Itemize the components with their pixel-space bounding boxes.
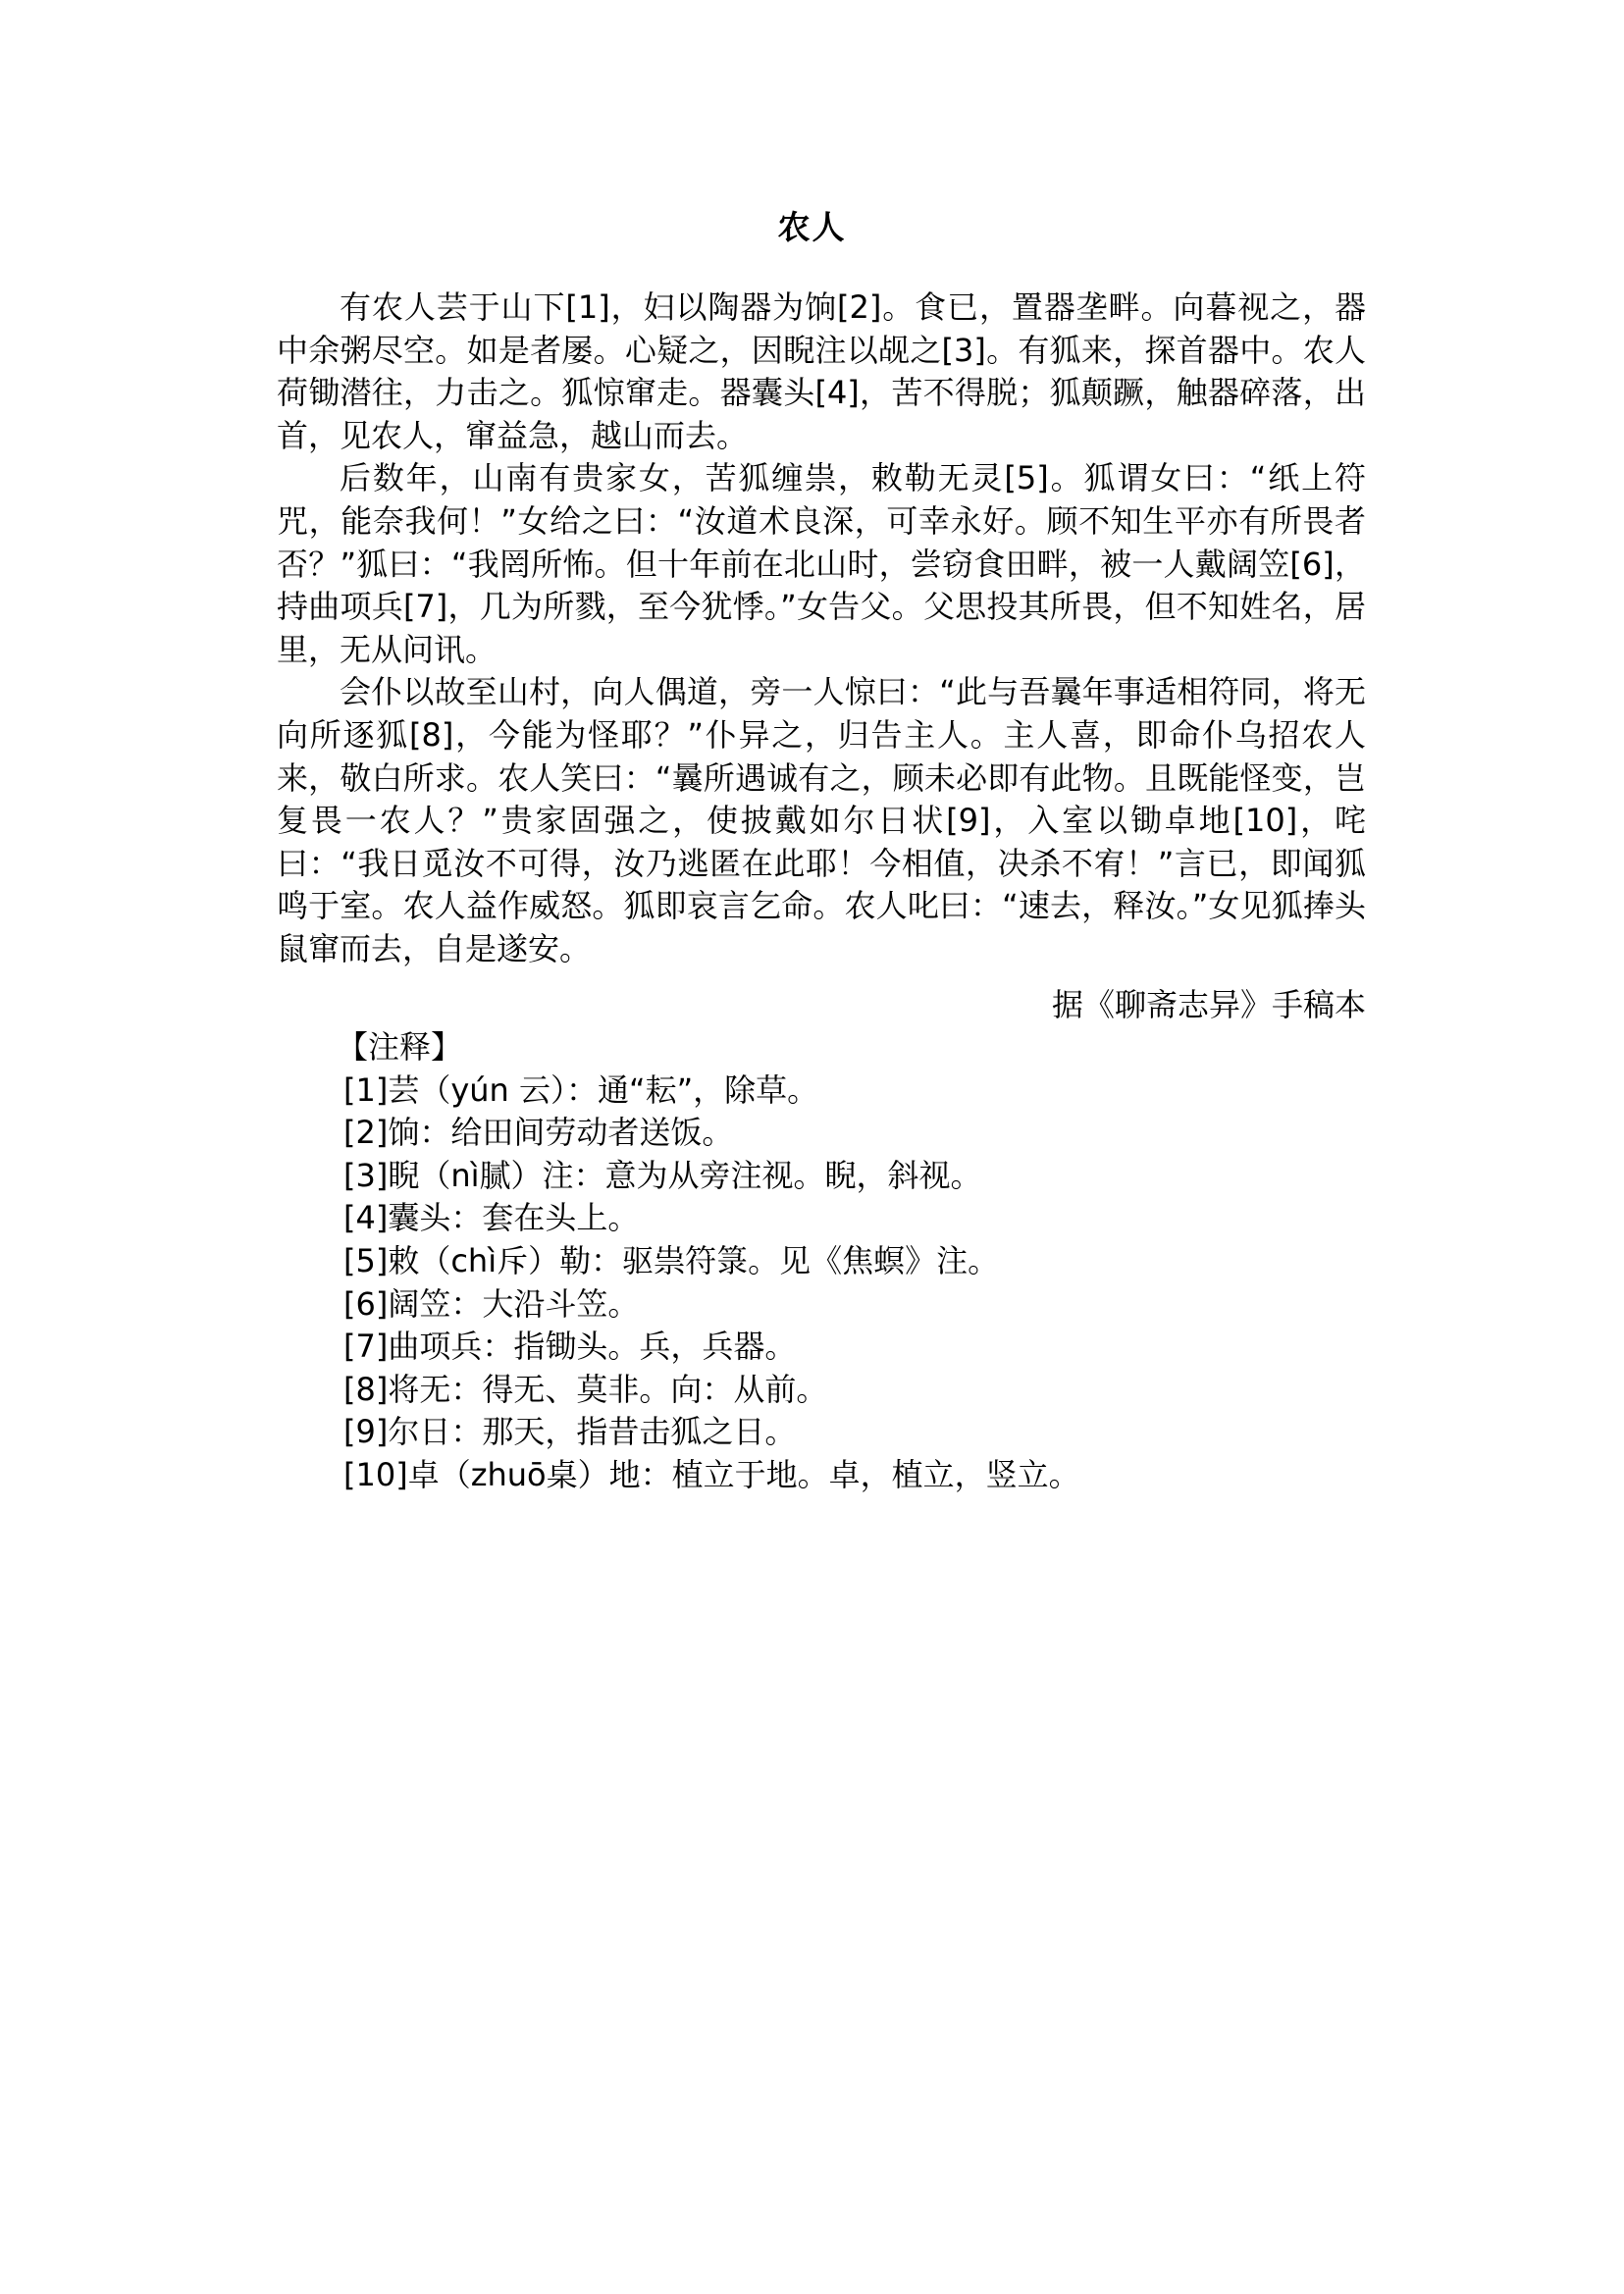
annotation-item: [9]尔日：那天，指昔击狐之日。 — [343, 1413, 797, 1451]
annotation-item: [6]阔笠：大沿斗笠。 — [343, 1284, 640, 1323]
source-attribution: 据《聊斋志异》手稿本 — [1051, 986, 1366, 1023]
annotation-item: [1]芸（yún 云）：通“耘”，除草。 — [343, 1070, 819, 1109]
annotation-item: [3]睨（nì腻）注：意为从旁注视。睨，斜视。 — [343, 1156, 982, 1194]
annotations-section — [337, 1026, 1325, 1497]
document-title: 农人 — [777, 208, 847, 246]
annotation-item: [2]饷：给田间劳动者送饭。 — [343, 1114, 734, 1152]
annotation-item: [5]敕（chì斥）勒：驱祟符箓。见《焦螟》注。 — [343, 1241, 1000, 1279]
story-paragraph: 后数年，山南有贵家女，苦狐缠祟，敕勒无灵[5]。狐谓女曰：“纸上符咒，能奈我何！”女给之曰：“汝道术良深，可幸永好。顾不知生平亦有所畏者否？”狐曰：“我罔所怖。但十年前在北山时，尝窃食田畔，被一人戴阔笠[6]，持曲项兵[7]，几为所戮，至今犹悸。”女告父。父思投其所畏，但不知姓名，居里，无从问讯。 — [277, 459, 1366, 668]
annotation-item: [4]囊头：套在头上。 — [343, 1199, 640, 1237]
story-paragraph: 会仆以故至山村，向人偶道，旁一人惊曰：“此与吾曩年事适相符同，将无向所逐狐[8]，今能为怪耶？”仆异之，归告主人。主人喜，即命仆乌招农人来，敬白所求。农人笑曰：“曩所遇诚有之，顾未必即有此物。且既能怪变，岂复畏一农人？”贵家固强之，使披戴如尔日状[9]，入室以锄卓地[10]，咤曰：“我日觅汝不可得，汝乃逃匿在此耶！今相值，决杀不宥！”言已，即闻狐鸣于室。农人益作威怒。狐即哀言乞命。农人叱曰：“速去，释汝。”女见狐捧头鼠窜而去，自是遂安。 — [277, 673, 1366, 967]
annotation-item: [8]将无：得无、莫非。向：从前。 — [343, 1370, 828, 1408]
annotation-item: [7]曲项兵：指锄头。兵，兵器。 — [343, 1328, 797, 1366]
story-paragraph: 有农人芸于山下[1]，妇以陶器为饷[2]。食已，置器垄畔。向暮视之，器中余粥尽空。如是者屡。心疑之，因睨注以觇之[3]。有狐来，探首器中。农人荷锄潜往，力击之。狐惊窜走。器囊头[4]，苦不得脱；狐颠蹶，触器碎落，出首，见农人，窜益急，越山而去。 — [277, 288, 1366, 454]
story-body — [277, 287, 1366, 971]
annotation-item: [10]卓（zhuō桌）地：植立于地。卓，植立，竖立。 — [343, 1455, 1080, 1493]
annotations-heading: 【注释】 — [337, 1028, 463, 1066]
